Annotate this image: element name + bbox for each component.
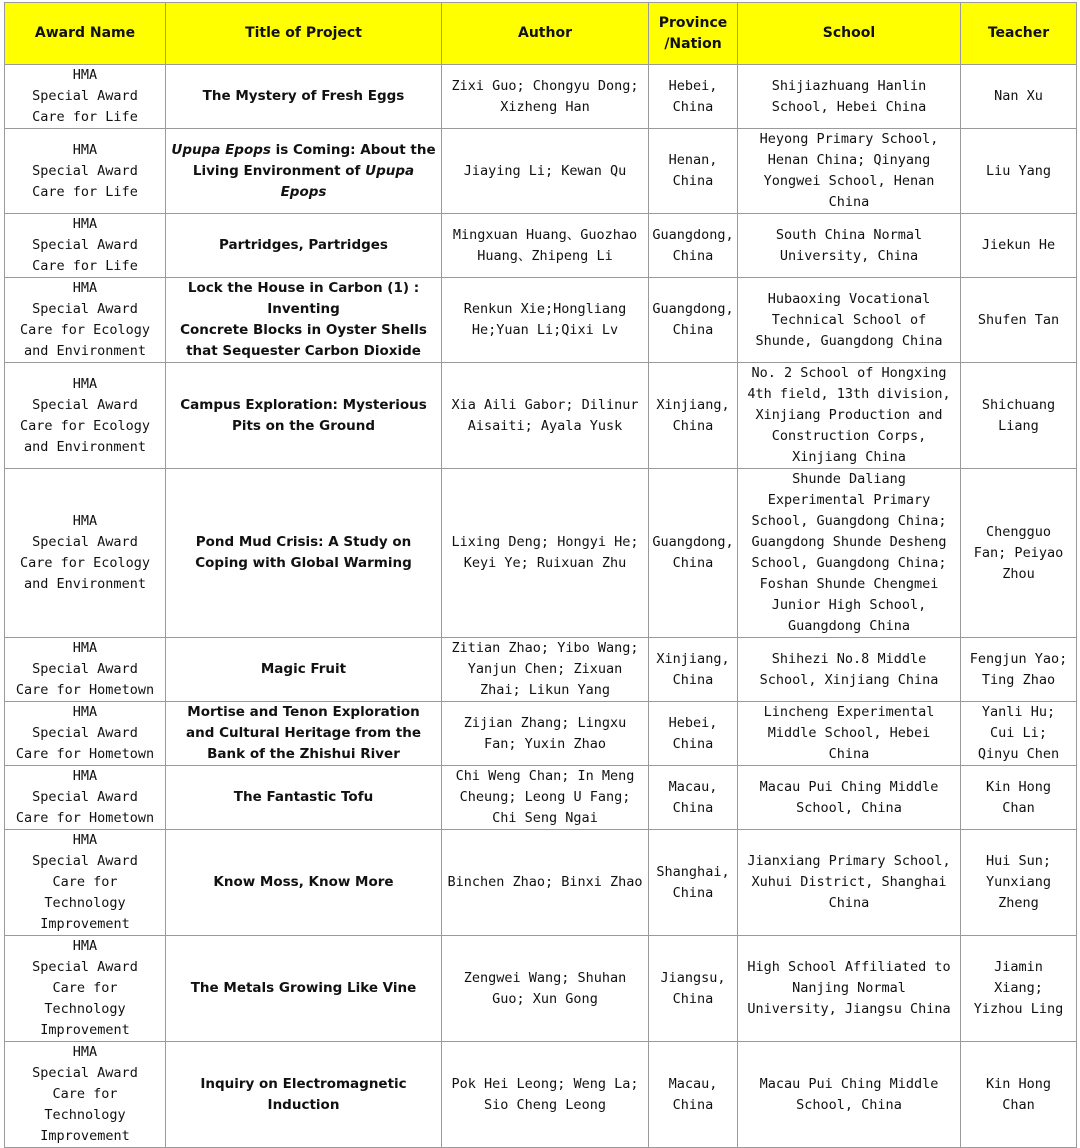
cell-school <box>738 469 961 638</box>
cell-project-title-line: The Metals Growing Like Vine <box>190 980 417 996</box>
cell-award-name-line: Care for Ecology <box>19 555 151 571</box>
cell-province-nation-line: Hebei, <box>668 714 718 731</box>
cell-school <box>738 702 961 766</box>
cell-project-title-line: Lock the House in Carbon (1) : <box>187 280 420 296</box>
cell-project-title-line: Partridges, Partridges <box>219 237 388 253</box>
cell-school-line: China <box>828 895 870 911</box>
cell-award-name-line: Special Award <box>32 853 138 869</box>
cell-school-line: Lincheng Experimental <box>763 704 935 720</box>
cell-school-line: China <box>828 746 870 762</box>
cell-author-line: Lixing Deng; Hongyi He; <box>451 534 639 550</box>
cell-teacher-line: Jiekun He <box>981 237 1056 253</box>
cell-project-title <box>166 936 442 1042</box>
cell-author-line: Zijian Zhang; Lingxu <box>463 714 627 731</box>
cell-award-name <box>5 638 166 702</box>
cell-teacher-line: Fan; Peiyao <box>973 544 1064 561</box>
cell-school-line: Guangdong China <box>788 618 910 634</box>
cell-project-title-line: The Fantastic Tofu <box>233 789 374 805</box>
cell-province-nation-line: China <box>672 98 714 115</box>
cell-school-line: High School Affiliated to <box>747 959 951 975</box>
cell-author-line: Zixi Guo; Chongyu Dong; <box>451 77 639 94</box>
cell-award-name <box>5 830 166 936</box>
cell-school <box>738 1042 961 1148</box>
cell-project-title-line: and Cultural Heritage from the <box>185 725 421 741</box>
cell-school-line: Xinjiang China <box>792 449 906 465</box>
cell-award-name-line: HMA <box>72 216 98 232</box>
cell-award-name-line: Technology <box>44 1001 126 1017</box>
cell-author-line: Zitian Zhao; Yibo Wang; <box>451 640 639 656</box>
cell-teacher-line: Liang <box>998 417 1039 434</box>
cell-school-line: Middle School, Hebei <box>767 725 931 741</box>
cell-award-name-line: HMA <box>72 938 98 954</box>
cell-province-nation <box>649 702 738 766</box>
cell-school-line: Shunde Daliang <box>792 471 906 487</box>
cell-province-nation-line: Xinjiang, <box>656 650 730 667</box>
header-row <box>5 3 1077 65</box>
cell-project-title <box>166 702 442 766</box>
cell-author-line: Zhai; Likun Yang <box>479 682 611 698</box>
cell-project-title-line: Mortise and Tenon Exploration <box>187 704 420 720</box>
cell-province-nation <box>649 830 738 936</box>
table-row <box>5 129 1077 214</box>
cell-award-name-line: HMA <box>72 375 98 392</box>
cell-author-line: Yanjun Chen; Zixuan <box>467 661 623 677</box>
cell-award-name <box>5 469 166 638</box>
cell-project-title <box>166 65 442 129</box>
cell-author-line: Xizheng Han <box>500 98 590 115</box>
cell-province-nation-line: China <box>672 247 714 264</box>
cell-award-name <box>5 702 166 766</box>
cell-teacher-line: Jiamin <box>994 959 1043 975</box>
table-row <box>5 469 1077 638</box>
cell-school-line: Guangdong Shunde Desheng <box>751 534 947 550</box>
cell-award-name-line: Special Award <box>32 789 138 805</box>
cell-award-name-line: Care for Ecology <box>19 417 151 434</box>
cell-province-nation-line: China <box>672 990 714 1007</box>
cell-author-line: Binchen Zhao; Binxi Zhao <box>447 874 643 890</box>
cell-author-line: Pok Hei Leong; Weng La; <box>451 1075 639 1092</box>
cell-award-name-line: Care for Hometown <box>15 810 155 826</box>
table-body <box>5 65 1077 1148</box>
cell-award-name <box>5 363 166 469</box>
cell-award-name-line: Care for Life <box>32 109 138 125</box>
cell-project-title-line: Coping with Global Warming <box>195 555 412 571</box>
cell-teacher-line: Chan <box>1002 1096 1035 1113</box>
cell-school-line: University, China <box>779 247 919 264</box>
cell-school-line: School, Xinjiang China <box>759 671 939 688</box>
cell-author <box>442 278 649 363</box>
cell-school-line: 4th field, 13th division, <box>747 386 951 402</box>
cell-teacher-line: Chengguo <box>985 523 1052 540</box>
cell-author-line: Xia Aili Gabor; Dilinur <box>451 396 639 413</box>
cell-school-line: Hubaoxing Vocational <box>767 290 931 307</box>
cell-author-line: Aisaiti; Ayala Yusk <box>467 417 623 434</box>
cell-school-line: Jianxiang Primary School, <box>747 853 951 869</box>
cell-award-name-line: Care for Life <box>32 183 138 200</box>
cell-province-nation-line: China <box>672 884 714 901</box>
cell-author-line: Chi Seng Ngai <box>492 810 598 826</box>
cell-award-name-line: Special Award <box>32 725 138 741</box>
cell-teacher-line: Fengjun Yao; <box>969 650 1068 667</box>
cell-award-name-line: Technology <box>44 895 126 911</box>
header-award-name: Award Name <box>5 3 166 65</box>
cell-author-line: Fan; Yuxin Zhao <box>484 735 606 752</box>
header-title-of-project: Title of Project <box>166 3 442 65</box>
cell-award-name-line: and Environment <box>24 438 146 455</box>
cell-award-name-line: HMA <box>72 280 98 296</box>
cell-author <box>442 1042 649 1148</box>
cell-award-name-line: HMA <box>72 704 98 720</box>
cell-author <box>442 830 649 936</box>
cell-project-title-line: Know Moss, Know More <box>213 874 394 890</box>
cell-province-nation <box>649 363 738 469</box>
cell-school <box>738 214 961 278</box>
cell-teacher <box>961 129 1077 214</box>
cell-teacher-line: Yunxiang <box>985 874 1052 890</box>
cell-project-title-line: The Mystery of Fresh Eggs <box>202 88 405 104</box>
cell-author <box>442 469 649 638</box>
cell-school-line: Junior High School, <box>771 597 927 613</box>
cell-award-name-line: Care for <box>52 874 118 890</box>
cell-award-name <box>5 936 166 1042</box>
table-row <box>5 936 1077 1042</box>
cell-project-title-line: Inventing <box>267 301 340 317</box>
cell-school-line: University, Jiangsu China <box>747 1001 951 1017</box>
cell-author-line: Jiaying Li; Kewan Qu <box>463 162 627 179</box>
cell-author-line: Cheung; Leong U Fang; <box>459 789 631 805</box>
table-row <box>5 830 1077 936</box>
cell-province-nation-line: Xinjiang, <box>656 396 730 413</box>
cell-school-line: School, Hebei China <box>771 98 927 115</box>
cell-province-nation-line: Guangdong, <box>652 226 734 243</box>
cell-province-nation-line: Guangdong, <box>652 301 734 317</box>
cell-author-line: He;Yuan Li;Qixi Lv <box>471 322 619 338</box>
header-province-nation: Province /Nation <box>649 3 738 65</box>
cell-project-title <box>166 830 442 936</box>
cell-teacher-line: Xiang; <box>994 980 1043 996</box>
cell-school <box>738 65 961 129</box>
cell-award-name-line: Care for Hometown <box>15 746 155 762</box>
cell-project-title-line: Campus Exploration: Mysterious <box>180 396 427 413</box>
cell-award-name-line: Special Award <box>32 396 138 413</box>
cell-province-nation-line: Guangdong, <box>652 534 734 550</box>
cell-school-line: Macau Pui Ching Middle <box>759 1075 939 1092</box>
cell-award-name-line: Improvement <box>40 1128 130 1144</box>
cell-teacher-line: Hui Sun; <box>985 853 1052 869</box>
cell-province-nation-line: China <box>672 173 714 189</box>
cell-award-name-line: Care for Ecology <box>19 322 151 338</box>
cell-school-line: Xinjiang Production and <box>755 407 943 423</box>
cell-school-line: Yongwei School, Henan <box>763 173 935 189</box>
cell-teacher-line: Kin Hong <box>985 778 1052 795</box>
cell-award-name-line: Technology <box>44 1107 126 1123</box>
cell-province-nation <box>649 936 738 1042</box>
cell-school-line: Foshan Shunde Chengmei <box>759 576 939 592</box>
cell-teacher <box>961 363 1077 469</box>
cell-award-name-line: and Environment <box>24 343 146 359</box>
cell-province-nation-line: Shanghai, <box>656 863 730 880</box>
cell-award-name-line: Care for Life <box>32 258 138 274</box>
cell-award-name-line: Special Award <box>32 959 138 975</box>
awards-table <box>4 2 1077 1148</box>
table-row <box>5 1042 1077 1148</box>
cell-province-nation-line: Hebei, <box>668 77 718 94</box>
cell-province-nation <box>649 214 738 278</box>
cell-teacher <box>961 65 1077 129</box>
cell-province-nation-line: Macau, <box>668 778 718 795</box>
header-teacher: Teacher <box>961 3 1077 65</box>
cell-teacher <box>961 214 1077 278</box>
cell-teacher <box>961 469 1077 638</box>
cell-author-line: Keyi Ye; Ruixuan Zhu <box>463 555 627 571</box>
cell-province-nation-line: China <box>672 322 714 338</box>
cell-author <box>442 65 649 129</box>
cell-province-nation-line: Jiangsu, <box>660 969 726 986</box>
cell-school-line: South China Normal <box>775 226 923 243</box>
cell-project-title <box>166 638 442 702</box>
cell-award-name <box>5 278 166 363</box>
cell-award-name-line: Care for <box>52 980 118 996</box>
cell-teacher-line: Kin Hong <box>985 1075 1052 1092</box>
cell-school-line: School, China <box>796 799 902 816</box>
table-row <box>5 702 1077 766</box>
cell-province-nation-line: China <box>672 417 714 434</box>
cell-province-nation <box>649 766 738 830</box>
cell-school-line: Technical School of <box>771 311 927 328</box>
cell-award-name-line: Special Award <box>32 237 138 253</box>
table-row <box>5 65 1077 129</box>
cell-award-name-line: Improvement <box>40 1022 130 1038</box>
cell-teacher-line: Zhou <box>1002 565 1035 582</box>
cell-school-line: Construction Corps, <box>771 428 927 444</box>
cell-school-line: Heyong Primary School, <box>759 131 939 147</box>
cell-province-nation <box>649 638 738 702</box>
cell-author <box>442 766 649 830</box>
cell-province-nation-line: China <box>672 671 714 688</box>
cell-school <box>738 936 961 1042</box>
cell-project-title-line: Magic Fruit <box>260 661 347 677</box>
cell-teacher <box>961 936 1077 1042</box>
cell-author <box>442 129 649 214</box>
cell-project-title-line: Living Environment of Upupa <box>192 162 415 179</box>
cell-province-nation <box>649 278 738 363</box>
cell-author-line: Huang、Zhipeng Li <box>477 247 613 264</box>
cell-school <box>738 129 961 214</box>
cell-teacher-line: Shichuang <box>981 396 1056 413</box>
cell-province-nation-line: China <box>672 1096 714 1113</box>
cell-school-line: School, Guangdong China; <box>751 513 947 529</box>
cell-teacher <box>961 638 1077 702</box>
cell-province-nation-line: Henan, <box>668 152 718 168</box>
cell-school-line: Nanjing Normal <box>792 980 906 996</box>
cell-teacher-line: Zheng <box>998 895 1039 911</box>
cell-province-nation <box>649 469 738 638</box>
cell-school-line: Henan China; Qinyang <box>767 152 931 168</box>
cell-author <box>442 936 649 1042</box>
cell-project-title-line: Upupa Epops is Coming: About the <box>171 141 436 158</box>
cell-teacher <box>961 278 1077 363</box>
cell-author <box>442 638 649 702</box>
cell-award-name <box>5 214 166 278</box>
cell-school <box>738 830 961 936</box>
cell-school-line: Experimental Primary <box>767 492 931 508</box>
cell-author-line: Guo; Xun Gong <box>492 990 598 1007</box>
cell-province-nation-line: China <box>672 735 714 752</box>
cell-award-name <box>5 65 166 129</box>
cell-teacher <box>961 830 1077 936</box>
cell-author-line: Zengwei Wang; Shuhan <box>463 969 627 986</box>
cell-award-name-line: Improvement <box>40 916 130 932</box>
cell-teacher-line: Shufen Tan <box>977 311 1060 328</box>
cell-teacher-line: Ting Zhao <box>981 671 1056 688</box>
cell-author-line: Chi Weng Chan; In Meng <box>455 768 635 784</box>
cell-school-line: Macau Pui Ching Middle <box>759 778 939 795</box>
cell-award-name-line: HMA <box>72 141 98 158</box>
cell-project-title <box>166 129 442 214</box>
cell-project-title-line: Inquiry on Electromagnetic <box>200 1075 407 1092</box>
cell-award-name-line: HMA <box>72 640 98 656</box>
cell-award-name-line: Special Award <box>32 1065 138 1081</box>
cell-project-title-line: Concrete Blocks in Oyster Shells <box>180 322 427 338</box>
cell-award-name-line: Special Award <box>32 88 138 104</box>
header-school: School <box>738 3 961 65</box>
cell-award-name <box>5 1042 166 1148</box>
cell-award-name-line: HMA <box>72 1044 98 1060</box>
cell-school <box>738 766 961 830</box>
cell-school-line: School, Guangdong China; <box>751 555 947 571</box>
cell-author-line: Renkun Xie;Hongliang <box>463 301 627 317</box>
cell-teacher-line: Liu Yang <box>985 162 1052 179</box>
cell-project-title <box>166 1042 442 1148</box>
cell-teacher-line: Yizhou Ling <box>973 1001 1064 1017</box>
cell-teacher <box>961 1042 1077 1148</box>
cell-school <box>738 278 961 363</box>
cell-province-nation-line: China <box>672 555 714 571</box>
cell-province-nation-line: Macau, <box>668 1075 718 1092</box>
cell-award-name-line: HMA <box>72 513 98 529</box>
table-row <box>5 363 1077 469</box>
cell-teacher-line: Cui Li; <box>990 725 1047 741</box>
cell-school-line: School, China <box>796 1096 902 1113</box>
cell-school-line: Xuhui District, Shanghai <box>751 874 947 890</box>
cell-school-line: China <box>828 194 870 210</box>
cell-teacher <box>961 766 1077 830</box>
cell-school-line: No. 2 School of Hongxing <box>751 365 947 381</box>
cell-award-name-line: Care for <box>52 1086 118 1102</box>
cell-province-nation <box>649 129 738 214</box>
cell-school-line: Shijiazhuang Hanlin <box>771 77 927 94</box>
cell-award-name-line: HMA <box>72 832 98 848</box>
cell-school-line: Shunde, Guangdong China <box>755 332 943 349</box>
table-row <box>5 214 1077 278</box>
cell-award-name-line: Special Award <box>32 162 138 179</box>
cell-teacher-line: Chan <box>1002 799 1035 816</box>
cell-award-name-line: Special Award <box>32 301 138 317</box>
cell-author-line: Mingxuan Huang、Guozhao <box>452 226 638 243</box>
cell-project-title <box>166 469 442 638</box>
cell-award-name <box>5 766 166 830</box>
cell-teacher-line: Nan Xu <box>994 88 1043 104</box>
cell-author <box>442 363 649 469</box>
cell-award-name-line: HMA <box>72 768 98 784</box>
cell-project-title <box>166 278 442 363</box>
cell-award-name-line: Care for Hometown <box>15 682 155 698</box>
cell-project-title-line: Pits on the Ground <box>231 417 376 434</box>
cell-award-name <box>5 129 166 214</box>
cell-project-title-line: Pond Mud Crisis: A Study on <box>195 534 412 550</box>
cell-project-title-line: that Sequester Carbon Dioxide <box>186 343 421 359</box>
cell-school <box>738 638 961 702</box>
cell-author-line: Sio Cheng Leong <box>484 1096 606 1113</box>
cell-award-name-line: Special Award <box>32 661 138 677</box>
cell-project-title <box>166 363 442 469</box>
cell-project-title-line: Epops <box>280 183 327 200</box>
table-row <box>5 278 1077 363</box>
cell-project-title <box>166 766 442 830</box>
cell-school <box>738 363 961 469</box>
table-row <box>5 766 1077 830</box>
cell-award-name-line: and Environment <box>24 576 146 592</box>
cell-author <box>442 214 649 278</box>
cell-province-nation <box>649 1042 738 1148</box>
cell-teacher-line: Yanli Hu; <box>981 704 1056 720</box>
cell-award-name-line: HMA <box>72 67 98 83</box>
cell-province-nation-line: China <box>672 799 714 816</box>
cell-author <box>442 702 649 766</box>
cell-school-line: Shihezi No.8 Middle <box>771 650 927 667</box>
cell-award-name-line: Special Award <box>32 534 138 550</box>
header-author: Author <box>442 3 649 65</box>
cell-project-title-line: Induction <box>267 1096 340 1113</box>
cell-province-nation <box>649 65 738 129</box>
cell-project-title-line: Bank of the Zhishui River <box>207 746 400 762</box>
cell-project-title <box>166 214 442 278</box>
cell-teacher <box>961 702 1077 766</box>
cell-teacher-line: Qinyu Chen <box>977 746 1060 762</box>
table-row <box>5 638 1077 702</box>
